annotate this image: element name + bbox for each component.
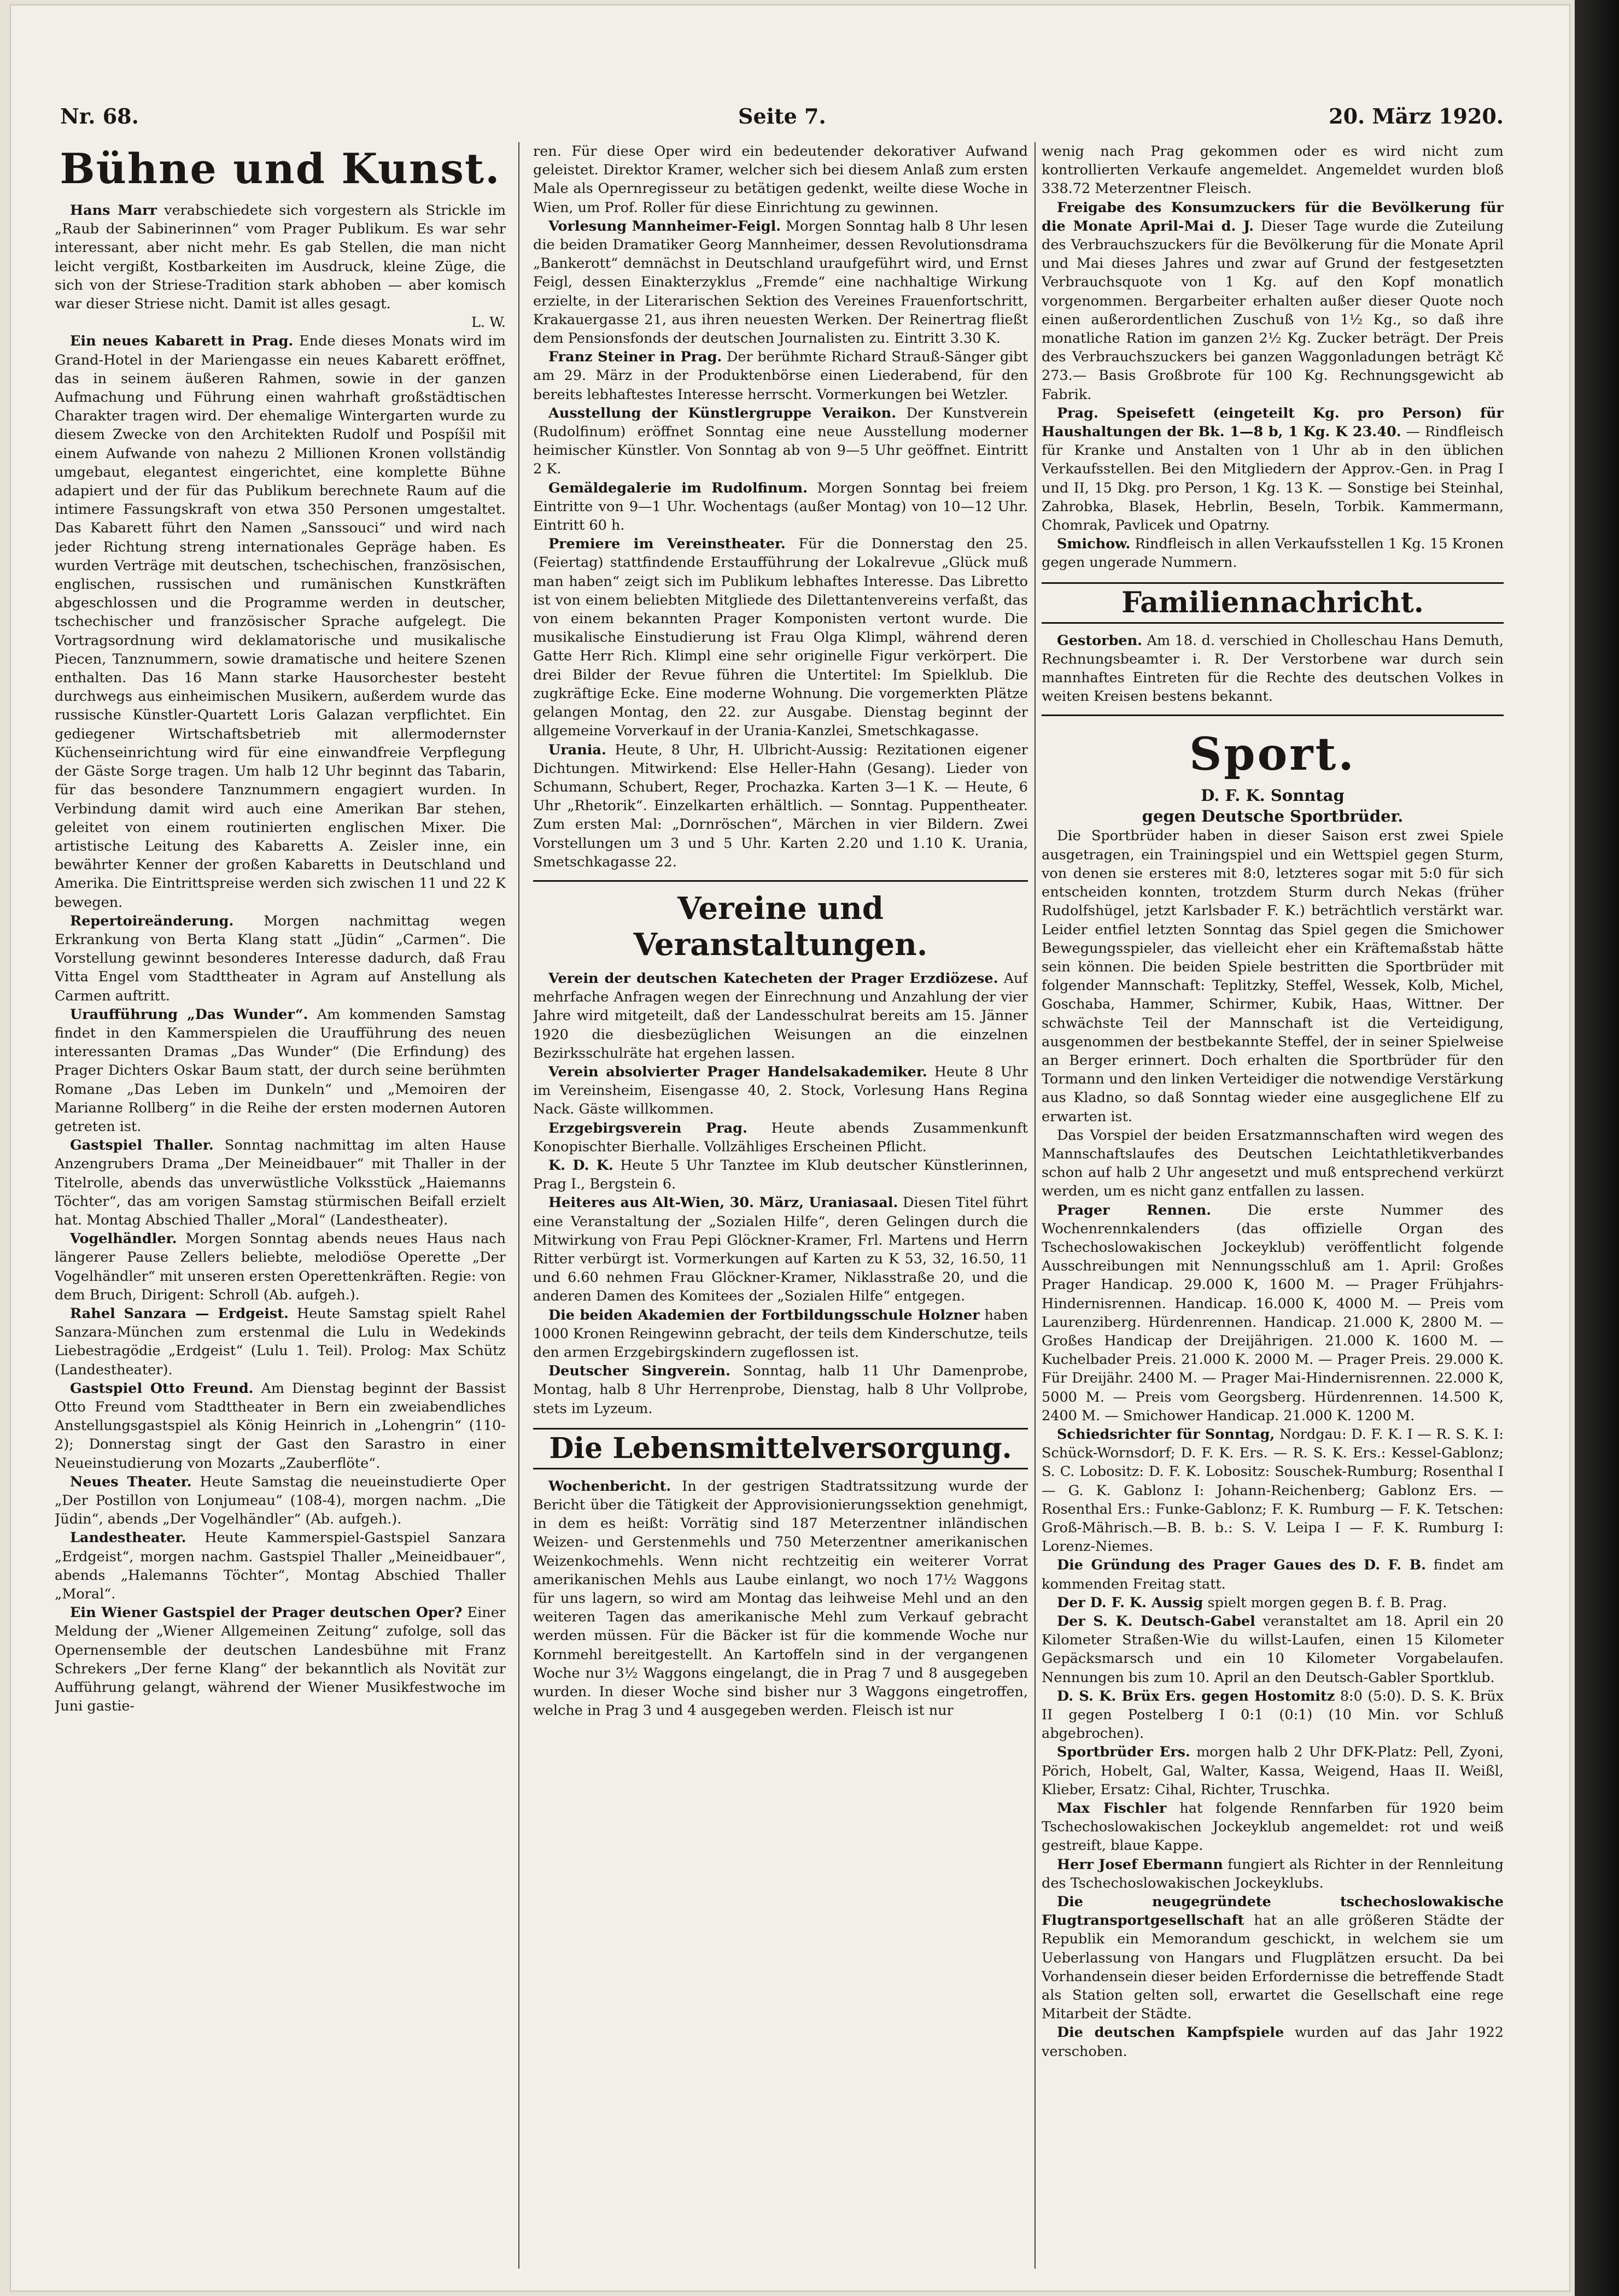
article-keyword: Wochenbericht. xyxy=(548,1478,671,1495)
col2-vereine-articles xyxy=(533,969,1028,1418)
article-text: ren. Für diese Oper wird ein bedeutender dekorativer Aufwand geleistet. Direktor Kramer, welcher sich bei diesem Anlaß zum ersten Male als Opernregisseur zu betätigen gedenkt, weilte diese Woche in Wien, um Prof. Roller für diese Einrichtung zu gewinnen. xyxy=(533,143,1028,216)
article-keyword: Der S. K. Deutsch-Gabel xyxy=(1057,1613,1255,1630)
article-keyword: Premiere im Vereinstheater. xyxy=(548,536,786,553)
article-text: Nordgau: D. F. K. I — R. S. K. I: Schück-Wornsdorf; D. F. K. Ers. — R. S. K. Ers.: Kessel-Gablonz; S. C. Lobositz: D. F. K. Lobositz: Souschek-Rumburg; Rosenthal I — G. K. Gablonz I: Johann-Reichenberg; Gablonz Ers. — Rosenthal Ers.: Funke-Gablonz; F. K. Rumburg — F. K. Tetschen: Groß-Mährisch.—B. B. b.: S. V. Leipa I — F. K. Rumburg I: Lorenz-Niemes. xyxy=(1042,1426,1504,1555)
article-keyword: Deutscher Singverein. xyxy=(548,1363,730,1380)
page-number: Seite 7. xyxy=(738,104,826,128)
article-paragraph xyxy=(55,1304,506,1379)
section-title-lebensmittel: Die Lebensmittelversorgung. xyxy=(533,1428,1028,1469)
article-text: Morgen Sonntag abends neues Haus nach längerer Pause Zellers beliebte, melodiöse Operette „Der Vogelhändler“ mit unseren ersten Operettenkräften. Regie: von dem Bruch, Dirigent: Schroll (Ab. aufgeh.). xyxy=(55,1231,506,1303)
article-text: Morgen nachmittag wegen Erkrankung von Berta Klang statt „Jüdin“ „Carmen“. Die Vorstellung gewinnt besonderes Interesse dadurch, daß Frau Vitta Engel vom Stadttheater in Agram auf Anstellung als Carmen auftritt. xyxy=(55,912,506,1004)
article-text: Ende dieses Monats wird im Grand-Hotel in der Mariengasse ein neues Kabarett eröffnet, das in seinem äußeren Rahmen, sowie in der ganzen Aufmachung und Führung einen wahrhaft großstädtischen Charakter tragen wird. Der ehemalige Wintergarten wurde zu diesem Zwecke von den Architekten Rudolf und Pospíšil mit einem Aufwande von nahezu 2 Millionen Kronen vollständig umgebaut, elegantest eingerichtet, eine komplette Bühne adapiert und der für das Publikum berechnete Raum auf die intimere Fassungskraft von etwa 350 Personen umgestaltet. Das Kabarett führt den Namen „Sanssouci“ und wird nach jeder Richtung streng internationales Gepräge haben. Es wurden Verträge mit deutschen, tschechischen, französischen, englischen, russischen und rumänischen Kunstkräften abgeschlossen und die Programme werden in deutscher, tschechischer und französischer Sprache aufgelegt. Die Vortragsordnung wird deklamatorische und musikalische Piecen, Tanznummern, sowie dramatische und heitere Szenen enthalten. Das 16 Mann starke Hausorchester besteht durchwegs aus einheimischen Musikern, außerdem wurde das russische Künstler-Quartett Loris Galazan verpflichtet. Ein gediegener Wirtschaftsbetrieb mit allermodernster Küchenseinrichtung wird für eine einwandfreie Verpflegung der Gäste Sorge tragen. Um halb 12 Uhr beginnt das Tabarin, für das besondere Tanznummern engagiert wurden. In Verbindung damit wird auch eine Amerikan Bar stehen, geleitet von einem routinierten englischen Mixer. Die artistische Leitung des Kabaretts A. Zeisler inne, ein bewährter Kenner der großen Kabaretts in Deutschland und Amerika. Die Eintrittspreise werden sich zwischen 11 und 22 K bewegen. xyxy=(55,333,506,911)
article-paragraph xyxy=(55,1528,506,1603)
article-paragraph xyxy=(55,201,506,313)
article-text: Die erste Nummer des Wochenrennkalenders (das offizielle Organ des Tschechoslowakischen Jockeyklub) veröffentlicht folgende Ausschreibungen mit Nennungsschluß am 1. April: Großes Prager Handicap. 29.000 K, 1600 M. — Prager Frühjahrs-Hindernisrennen. Handicap. 16.000 K, 4000 M. — Preis vom Laurenziberg. Hürdenrennen. Handicap. 21.000 K, 2800 M. — Großes Handicap der Dreijährigen. 21.000 K. 1600 M. — Kuchelbader Preis. 21.000 K. 2000 M. — Prager Preis. 29.000 K. Für Dreijähr. 2400 M. — Prager Mai-Hindernisrennen. 22.000 K, 5000 M. — Preis vom Georgsberg. Hürdenrennen. 14.500 K, 2400 M. — Smichower Handicap. 21.000 K. 1200 M. xyxy=(1042,1202,1504,1424)
article-keyword: Gastspiel Otto Freund. xyxy=(70,1380,254,1397)
article-paragraph xyxy=(1042,1556,1504,1593)
article-paragraph: L. W. xyxy=(471,314,506,331)
article-keyword: Landestheater. xyxy=(70,1530,186,1547)
article-paragraph xyxy=(533,535,1028,740)
section-title-vereine: Vereine und Veranstaltungen. xyxy=(633,890,928,963)
article-paragraph xyxy=(1042,1126,1504,1201)
article-keyword: Neues Theater. xyxy=(70,1473,192,1490)
article-text: wenig nach Prag gekommen oder es wird nicht zum kontrollierten Verkaufe angemeldet. Angemeldet wurden bloß 338.72 Meterzentner Fleisch. xyxy=(1042,143,1504,197)
article-paragraph xyxy=(1042,827,1504,1126)
article-text: hat folgende Rennfarben für 1920 beim Tschechoslowakischen Jockeyklub angemeldet: rot und weiß gestreift, blaue Kappe. xyxy=(1042,1800,1504,1854)
scan-edge xyxy=(1575,0,1619,2296)
article-paragraph xyxy=(1042,1855,1504,1893)
article-text: fungiert als Richter in der Rennleitung des Tschechoslowakischen Jockeyklubs. xyxy=(1042,1856,1504,1891)
article-paragraph xyxy=(1042,631,1504,706)
article-keyword: Vogelhändler. xyxy=(70,1231,177,1247)
article-text: Heute 5 Uhr Tanztee im Klub deutscher Künstlerinnen, Prag I., Bergstein 6. xyxy=(533,1157,1028,1193)
article-text: Heute Samstag die neueinstudierte Oper „Der Postillon von Lonjumeau“ (108-4), morgen nachm. „Die Jüdin“, abends „Der Vogelhändler“ (Ab. aufgeh.). xyxy=(55,1473,506,1528)
col1-articles xyxy=(55,201,506,1715)
article-paragraph xyxy=(1042,1201,1504,1425)
article-keyword: K. D. K. xyxy=(548,1157,613,1174)
article-paragraph xyxy=(1042,142,1504,198)
col2-lebensmittel-articles xyxy=(533,1477,1028,1720)
article-paragraph xyxy=(533,404,1028,479)
article-text: Sonntag nachmittag im alten Hause Anzengrubers Drama „Der Meineidbauer“ mit Thaller in der Titelrolle, abends das unverwüstliche Volksstück „Haiemanns Töchter“, das am vorigen Samstag stürmischen Beifall erzielt hat. Montag Abschied Thaller „Moral“ (Landestheater). xyxy=(55,1137,506,1228)
article-paragraph xyxy=(55,912,506,1005)
article-paragraph xyxy=(55,1229,506,1304)
article-text: findet am kommenden Freitag statt. xyxy=(1042,1557,1504,1592)
article-text: Am Dienstag beginnt der Bassist Otto Freund vom Stadttheater in Bern ein zweiabendliches Anstellungsgastspiel als König Heinrich in „Lohengrin“ (110-2); Donnerstag singt der Gast den Sarastro in einer Neueinstudierung von Mozarts „Zauberflöte“. xyxy=(55,1380,506,1472)
article-paragraph xyxy=(533,1063,1028,1119)
article-paragraph xyxy=(533,1156,1028,1193)
article-paragraph xyxy=(533,741,1028,871)
article-text: 8:0 (5:0). D. S. K. Brüx II gegen Postelberg I 0:1 (0:1) (10 Min. vor Schluß abgebrochen). xyxy=(1042,1688,1504,1742)
article-paragraph xyxy=(533,1119,1028,1156)
article-keyword: Max Fischler xyxy=(1057,1800,1167,1817)
article-text: Diesen Titel führt eine Veranstaltung der „Sozialen Hilfe“, deren Gelingen durch die Mitwirkung von Frau Pepi Glöckner-Kramer, Frl. Martens und Herrn Ritter verbürgt ist. Vormerkungen auf Karten zu K 53, 32, 16.50, 11 und 6.60 nehmen Frau Glöckner-Kramer, Niklasstraße 20, und die anderen Damen des Komitees der „Sozialen Hilfe“ entgegen. xyxy=(533,1194,1028,1305)
article-keyword: Prager Rennen. xyxy=(1057,1202,1212,1219)
article-keyword: Der D. F. K. Aussig xyxy=(1057,1594,1203,1611)
issue-number: Nr. 68. xyxy=(60,104,139,128)
article-keyword: Die neugegründete tschechoslowakische Flugtransportgesellschaft xyxy=(1042,1894,1504,1929)
section-title-buehne: Bühne und Kunst. xyxy=(60,144,501,193)
article-keyword: Schiedsrichter für Sonntag, xyxy=(1057,1426,1275,1443)
article-text: Die Sportbrüder haben in dieser Saison erst zwei Spiele ausgetragen, ein Trainingspiel und ein Wettspiel gegen Sturm, von denen sie ersteres mit 8:0, letzteres sogar mit 5:0 für sich entscheiden konnten, trotzdem Sturm durch Nekas (früher Rudolfshügel, jetzt Karlsbader F. K.) beträchtlich verstärkt war. Leider entfiel letzten Sonntag das Spiel gegen die Smichower Bewegungsspieler, das vielleicht eher ein Kräftemaßstab hätte sein können. Die beiden Spiele bestritten die Sportbrüder mit folgender Mannschaft: Teplitzky, Steffel, Wessek, Kolb, Michel, Goschaba, Hammer, Schirmer, Kubik, Haas, Wittner. Der schwächste Teil der Mannschaft ist die Verteidigung, ausgenommen der bestbekannte Steffel, der in seiner Spielweise an Berger erinnert. Doch erhalten die Sportbrüder für den Tormann und den linken Verteidiger die notwendige Verstärkung aus Kladno, so daß Sonntag wieder eine ausgeglichene Elf zu erwarten ist. xyxy=(1042,828,1504,1125)
article-text: Heute 8 Uhr im Vereinsheim, Eisengasse 40, 2. Stock, Vorlesung Hans Regina Nack. Gäste willkommen. xyxy=(533,1063,1028,1118)
divider xyxy=(1042,714,1504,716)
article-text: hat an alle größeren Städte der Republik ein Memorandum geschickt, in welchem sie um Ueberlassung von Hangars und Flugplätzen ersucht. Da bei Vorhandensein dieser beiden Erfordernisse die betreffende Stadt als Station gelten soll, erwartet die Gesellschaft eine rege Mitarbeit der Städte. xyxy=(1042,1912,1504,2023)
article-paragraph xyxy=(1042,198,1504,404)
article-paragraph xyxy=(533,1362,1028,1418)
article-text: Heute Kammerspiel-Gastspiel Sanzara „Erdgeist“, morgen nachm. Gastspiel Thaller „Meineidbauer“, abends „Halemanns Töchter“, Montag Abschied Thaller „Moral“. xyxy=(55,1530,506,1603)
article-text: Am kommenden Samstag findet in den Kammerspielen die Uraufführung des neuen interessanten Dramas „Das Wunder“ (Die Erfindung) des Prager Dichters Oskar Baum statt, der durch seine berühmten Romane „Das Leben im Dunkeln“ und „Memoiren der Marianne Rollberg“ in die Reihe der ersten modernen Autoren getreten ist. xyxy=(55,1006,506,1135)
article-text: In der gestrigen Stadtratssitzung wurde der Bericht über die Tätigkeit der Approvisionierungssektion genehmigt, in dem es heißt: Vorrätig sind 187 Meterzentner inländischen Weizen- und Gerstenmehls und 750 Meterzentner amerikanischen Weizenkochmehls. Wenn nicht rechtzeitig ein weiterer Vorrat amerikanischen Mehls aus Laube einlangt, wo noch 17½ Waggons für uns lagern, so wird am Montag das leihweise Mehl und an den weiteren Tagen das amerikanische Mehl zum Verkauf gebracht werden müssen. Für die Bäcker ist für die kommende Woche nur Kornmehl bereitgestellt. An Kartoffeln sind in der vergangenen Woche nur 3½ Waggons eingelangt, die in Prag 7 und 8 ausgegeben wurden. In dieser Woche sind bisher nur 3 Waggons eingetroffen, welche in Prag 3 und 4 ausgegeben werden. Fleisch ist nur xyxy=(533,1478,1028,1719)
article-paragraph xyxy=(55,1136,506,1229)
article-keyword: Verein der deutschen Katecheten der Prager Erzdiözese. xyxy=(548,970,998,987)
article-keyword: Die beiden Akademien der Fortbildungsschule Holzner xyxy=(548,1307,980,1323)
article-paragraph xyxy=(1042,1799,1504,1855)
article-paragraph xyxy=(1042,1425,1504,1556)
article-paragraph xyxy=(533,142,1028,217)
article-text: veranstaltet am 18. April ein 20 Kilometer Straßen-Wie du willst-Laufen, einen 15 Kilometer Gepäcksmarsch und ein 10 Kilometer Vorgabelaufen. Nennungen bis zum 10. April an den Deutsch-Gabler Sportklub. xyxy=(1042,1613,1504,1686)
article-text: Rindfleisch in allen Verkaufsstellen 1 Kg. 15 Kronen gegen ungerade Nummern. xyxy=(1042,536,1504,571)
article-keyword: Prag. Speisefett (eingeteilt Kg. pro Person) für Haushaltungen der Bk. 1—8 b, 1 Kg. K 23.40. xyxy=(1042,405,1504,441)
column-2 xyxy=(533,142,1028,2269)
article-keyword: Die Gründung des Prager Gaues des D. F. B. xyxy=(1057,1557,1427,1574)
article-text: Heute, 8 Uhr, H. Ulbricht-Aussig: Rezitationen eigener Dichtungen. Mitwirkend: Else Heller-Hahn (Gesang). Lieder von Schumann, Schubert, Reger, Prochazka. Karten 3—1 K. — Heute, 6 Uhr „Rhetorik“. Einzelkarten erhältlich. — Sonntag. Puppentheater. Zum ersten Mal: „Dornröschen“, Märchen in vier Bildern. Zwei Vorstellungen um 3 und 5 Uhr. Karten 2.20 und 1.10 K. Urania, Smetschkagasse 22. xyxy=(533,741,1028,870)
article-keyword: Erzgebirgsverein Prag. xyxy=(548,1120,747,1137)
article-paragraph xyxy=(533,1477,1028,1720)
article-text: Morgen Sonntag bei freiem Eintritte von 9—1 Uhr. Wochentags (außer Montag) von 10—12 Uhr. Eintritt 60 h. xyxy=(533,479,1028,534)
article-paragraph xyxy=(1042,535,1504,572)
article-keyword: Die deutschen Kampfspiele xyxy=(1057,2024,1284,2041)
article-keyword: Ein Wiener Gastspiel der Prager deutschen Oper? xyxy=(70,1604,463,1621)
article-keyword: Ein neues Kabarett in Prag. xyxy=(70,333,294,350)
article-text: wurden auf das Jahr 1922 verschoben. xyxy=(1042,2024,1504,2060)
article-text: Für die Donnerstag den 25. (Feiertag) stattfindende Erstaufführung der Lokalrevue „Glück muß man haben“ zeigt sich im Publikum lebhaftes Interesse. Das Libretto ist von einem beliebten Mitgliede des Dilettantenvereins verfaßt, das von einem bekannten Prager Komponisten vertont wurde. Die musikalische Einstudierung ist Frau Olga Klimpl, während deren Gatte Herr Rich. Klimpl eine sehr originelle Figur verkörpert. Die drei Bilder der Revue führen die Untertitel: Im Spielklub. Die zugkräftige Ecke. Eine moderne Wohnung. Die vorgemerkten Plätze gelangen Montag, den 22. zur Ausgabe. Dienstag beginnt der allgemeine Vorverkauf in der Urania-Kanzlei, Smetschkagasse. xyxy=(533,536,1028,740)
article-paragraph xyxy=(1042,1594,1504,1612)
article-paragraph xyxy=(1042,2023,1504,2060)
article-text: Das Vorspiel der beiden Ersatzmannschaften wird wegen des Mannschaftslaufes des Deutschen Leichtathletikverbandes schon auf halb 2 Uhr angesetzt und muß entsprechend verkürzt werden, um es nicht ganz entfallen zu lassen. xyxy=(1042,1127,1504,1200)
article-text: Am 18. d. verschied in Cholleschau Hans Demuth, Rechnungsbeamter i. R. Der Verstorbene war durch sein mannhaftes Eintreten für die Rechte des deutschen Volkes in weiten Kreisen bestens bekannt. xyxy=(1042,632,1504,705)
article-paragraph xyxy=(1042,1687,1504,1743)
section-title-familie: Familiennachricht. xyxy=(1042,582,1504,624)
divider xyxy=(533,880,1028,882)
column-3 xyxy=(1042,142,1504,2269)
article-keyword: Gemäldegalerie im Rudolfinum. xyxy=(548,479,808,496)
article-paragraph xyxy=(55,1005,506,1136)
article-paragraph xyxy=(533,1306,1028,1362)
column-rule xyxy=(518,142,519,2269)
article-text: Heute Samstag spielt Rahel Sanzara-München zum erstenmal die Lulu in Wedekinds Liebestragödie „Erdgeist“ (Lulu 1. Teil). Prolog: Max Schütz (Landestheater). xyxy=(55,1305,506,1378)
article-paragraph xyxy=(1042,1743,1504,1799)
article-keyword: Herr Josef Ebermann xyxy=(1057,1856,1223,1873)
article-keyword: Urania. xyxy=(548,741,606,758)
article-paragraph xyxy=(533,969,1028,1063)
article-text: Heute abends Zusammenkunft Konopischter Bierhalle. Vollzähliges Erscheinen Pflicht. xyxy=(533,1120,1028,1155)
article-keyword: Smichow. xyxy=(1057,536,1131,553)
section-title-sport: Sport. xyxy=(1189,728,1356,781)
article-text: Dieser Tage wurde die Zuteilung des Verbrauchszuckers für die Bevölkerung für die Monate April und Mai dieses Jahres und zwar auf Grund der festgesetzten Verbrauchsquote von 1 Kg. auf den Kopf monatlich vorgenommen. Bergarbeiter erhalten außer dieser Quote noch einen außerordentlichen Zuschuß von 1½ Kg., so daß ihre monatliche Ration im ganzen 2½ Kg. Zucker beträgt. Der Preis des Verbrauchszuckers bei ganzen Waggonladungen beträgt Kč 273.— Basis Großbrote für 100 Kg. Rechnungsgewicht ab Fabrik. xyxy=(1042,218,1504,403)
article-text: Sonntag, halb 11 Uhr Damenprobe, Montag, halb 8 Uhr Herrenprobe, Dienstag, halb 8 Uhr Vollprobe, stets im Lyzeum. xyxy=(533,1363,1028,1417)
article-keyword: Rahel Sanzara — Erdgeist. xyxy=(70,1305,289,1322)
article-text: — Rindfleisch für Kranke und Anstalten von 1 Uhr ab in den üblichen Verkaufsstellen. Bei den Mitgliedern der Approv.-Gen. in Prag I und II, 15 Dkg. pro Person, 1 Kg. 13 K. — Sonstige bei Steinhal, Zahrobka, Blasek, Hebrlin, Beseln, Torbik. Kammermann, Chomrak, Pavlicek und Opatrny. xyxy=(1042,424,1504,534)
article-text: morgen halb 2 Uhr DFK-Platz: Pell, Zyoni, Pörich, Hobelt, Gal, Walter, Kassa, Weigend, Haas II. Weißl, Klieber, Ersatz: Cihal, Richter, Truschka. xyxy=(1042,1744,1504,1798)
column-1 xyxy=(55,142,506,2269)
article-paragraph xyxy=(1042,1612,1504,1687)
article-paragraph xyxy=(55,1379,506,1473)
article-keyword: Gastspiel Thaller. xyxy=(70,1137,214,1154)
article-text: Einer Meldung der „Wiener Allgemeinen Zeitung“ zufolge, soll das Opernensemble der deutschen Landesbühne mit Franz Schrekers „Der ferne Klang“ der bekanntlich als Novität zur Aufführung gelangt, während der Wiener Musikfestwoche im Juni gastie- xyxy=(55,1604,506,1715)
article-paragraph xyxy=(533,479,1028,535)
article-keyword: Repertoireänderung. xyxy=(70,912,234,929)
col3-articles xyxy=(1042,142,1504,572)
article-paragraph xyxy=(533,1193,1028,1305)
article-keyword: Verein absolvierter Prager Handelsakademiker. xyxy=(548,1063,927,1080)
article-paragraph xyxy=(55,1603,506,1715)
article-keyword: Franz Steiner in Prag. xyxy=(548,349,722,366)
sport-subheading: gegen Deutsche Sportbrüder. xyxy=(1142,807,1404,826)
article-keyword: Freigabe des Konsumzuckers für die Bevölkerung für die Monate April-Mai d. J. xyxy=(1042,199,1504,235)
article-paragraph xyxy=(533,217,1028,348)
article-keyword: Hans Marr xyxy=(70,202,157,219)
article-keyword: Heiteres aus Alt-Wien, 30. März, Uraniasaal. xyxy=(548,1194,898,1211)
article-text: haben 1000 Kronen Reingewinn gebracht, der teils dem Kinderschutze, teils den armen Erzgebirgskindern zugeflossen ist. xyxy=(533,1307,1028,1361)
sport-subheading: D. F. K. Sonntag xyxy=(1201,786,1345,805)
article-text: Der berühmte Richard Strauß-Sänger gibt am 29. März in der Produktenbörse einen Liederabend, für den bereits lebhaftestes Interesse herrscht. Vormerkungen bei Wetzler. xyxy=(533,349,1028,403)
article-paragraph xyxy=(1042,404,1504,535)
article-text: Morgen Sonntag halb 8 Uhr lesen die beiden Dramatiker Georg Mannheimer, dessen Revolutionsdrama „Bankerott“ demnächst in Deutschland uraufgeführt wird, und Ernst Feigl, dessen Einakterzyklus „Fremde“ eine nachhaltige Wirkung erzielte, in der Literarischen Sektion des Vereines Frauenfortschritt, Krakauergasse 21, aus ihren neuesten Werken. Der Reinertrag fließt dem Pensionsfonds der deutschen Journalisten zu. Eintritt 3.30 K. xyxy=(533,218,1028,347)
article-keyword: Sportbrüder Ers. xyxy=(1057,1744,1190,1761)
article-keyword: D. S. K. Brüx Ers. gegen Hostomitz xyxy=(1057,1688,1335,1705)
article-text: Auf mehrfache Anfragen wegen der Einrechnung und Anzahlung der vier Jahre wird mitgeteilt, daß der Landesschulrat bereits am 15. Jänner 1920 die diesbezüglichen Weisungen an die einzelnen Bezirksschulräte hat ergehen lassen. xyxy=(533,970,1028,1062)
article-paragraph xyxy=(1042,1893,1504,2023)
issue-date: 20. März 1920. xyxy=(1329,104,1504,128)
article-text: verabschiedete sich vorgestern als Strickle im „Raub der Sabinerinnen“ vom Prager Publikum. Es war sehr interessant, aber nicht mehr. Es gab Stellen, die man nicht leicht vergißt, Kostbarkeiten im Ausdruck, kleine Züge, die sich von der Striese-Tradition stark abhoben — aber komisch war dieser Striese nicht. Damit ist alles gesagt. xyxy=(55,202,506,313)
article-keyword: Gestorben. xyxy=(1057,632,1143,649)
article-paragraph xyxy=(55,1473,506,1529)
article-paragraph xyxy=(533,348,1028,404)
column-rule xyxy=(1034,142,1036,2269)
article-keyword: Ausstellung der Künstlergruppe Veraikon. xyxy=(548,405,897,421)
col3-familie-articles xyxy=(1042,631,1504,706)
article-keyword: Uraufführung „Das Wunder“. xyxy=(70,1006,308,1023)
article-text: Der Kunstverein (Rudolfinum) eröffnet Sonntag eine neue Ausstellung moderner heimischer Künstler. Von Sonntag ab von 9—5 Uhr geöffnet. Eintritt 2 K. xyxy=(533,405,1028,478)
article-text: spielt morgen gegen B. f. B. Prag. xyxy=(1203,1594,1447,1611)
article-keyword: Vorlesung Mannheimer-Feigl. xyxy=(548,218,781,235)
article-paragraph xyxy=(55,332,506,911)
col2-articles xyxy=(533,142,1028,871)
page-header xyxy=(60,98,1504,137)
newspaper-page xyxy=(11,5,1569,2291)
col3-sport-articles xyxy=(1042,827,1504,2060)
